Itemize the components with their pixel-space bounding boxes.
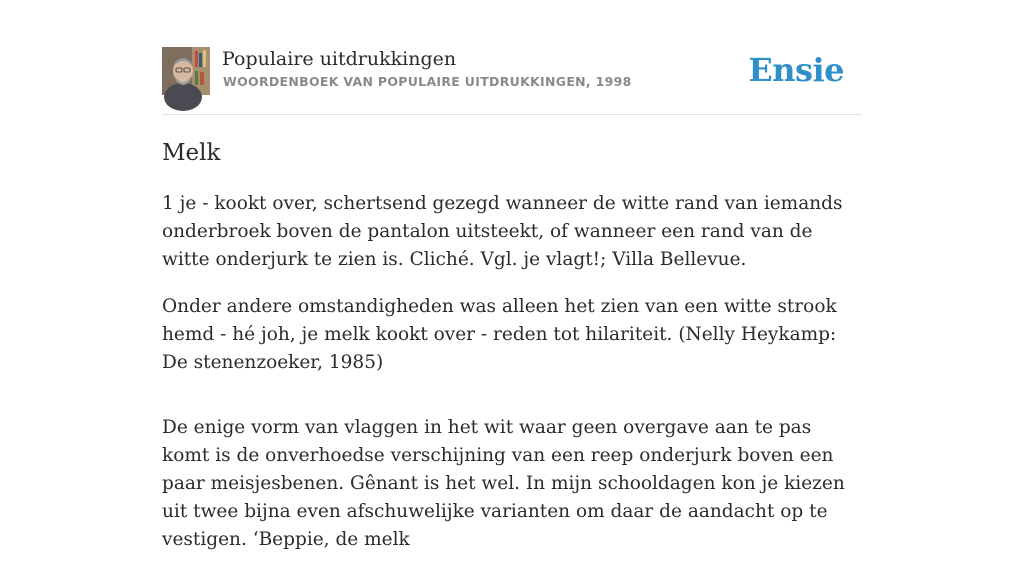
entry-definition [162, 190, 862, 573]
quote-paragraph: De enige vorm van vlaggen in het wit waar geen overgave aan te pas komt is de onverhoedse verschijning van een reep onderjurk boven een paar meisjesbenen. Gênant is het wel. In mijn schooldagen kon je kiezen uit twee bijna even afschuwelijke varianten om daar de aandacht op te vestigen. ‘Beppie, de melk [162, 417, 845, 550]
entry-page [162, 0, 862, 550]
author-portrait-icon[interactable] [162, 47, 210, 95]
source-title[interactable]: Populaire uitdrukkingen [222, 48, 457, 70]
quote-paragraph: Onder andere omstandigheden was alleen het zien van een witte strook hemd - hé joh, je melk kookt over - reden tot hilariteit. (Nelly Heykamp: De stenenzoeker, 1985) [162, 296, 837, 373]
source-header [162, 47, 862, 115]
entry-title: Melk [162, 140, 221, 166]
ensie-logo-link[interactable]: Ensie [748, 51, 844, 89]
definition-paragraph: 1 je - kookt over, schertsend gezegd wanneer de witte rand van iemands onderbroek boven de pantalon uitsteekt, of wanneer een rand van de witte onderjurk te zien is. Cliché. Vgl. je vlagt!; Villa Bellevue. [162, 193, 843, 270]
source-subtitle: WOORDENBOEK VAN POPULAIRE UITDRUKKINGEN, 1998 [223, 74, 632, 89]
